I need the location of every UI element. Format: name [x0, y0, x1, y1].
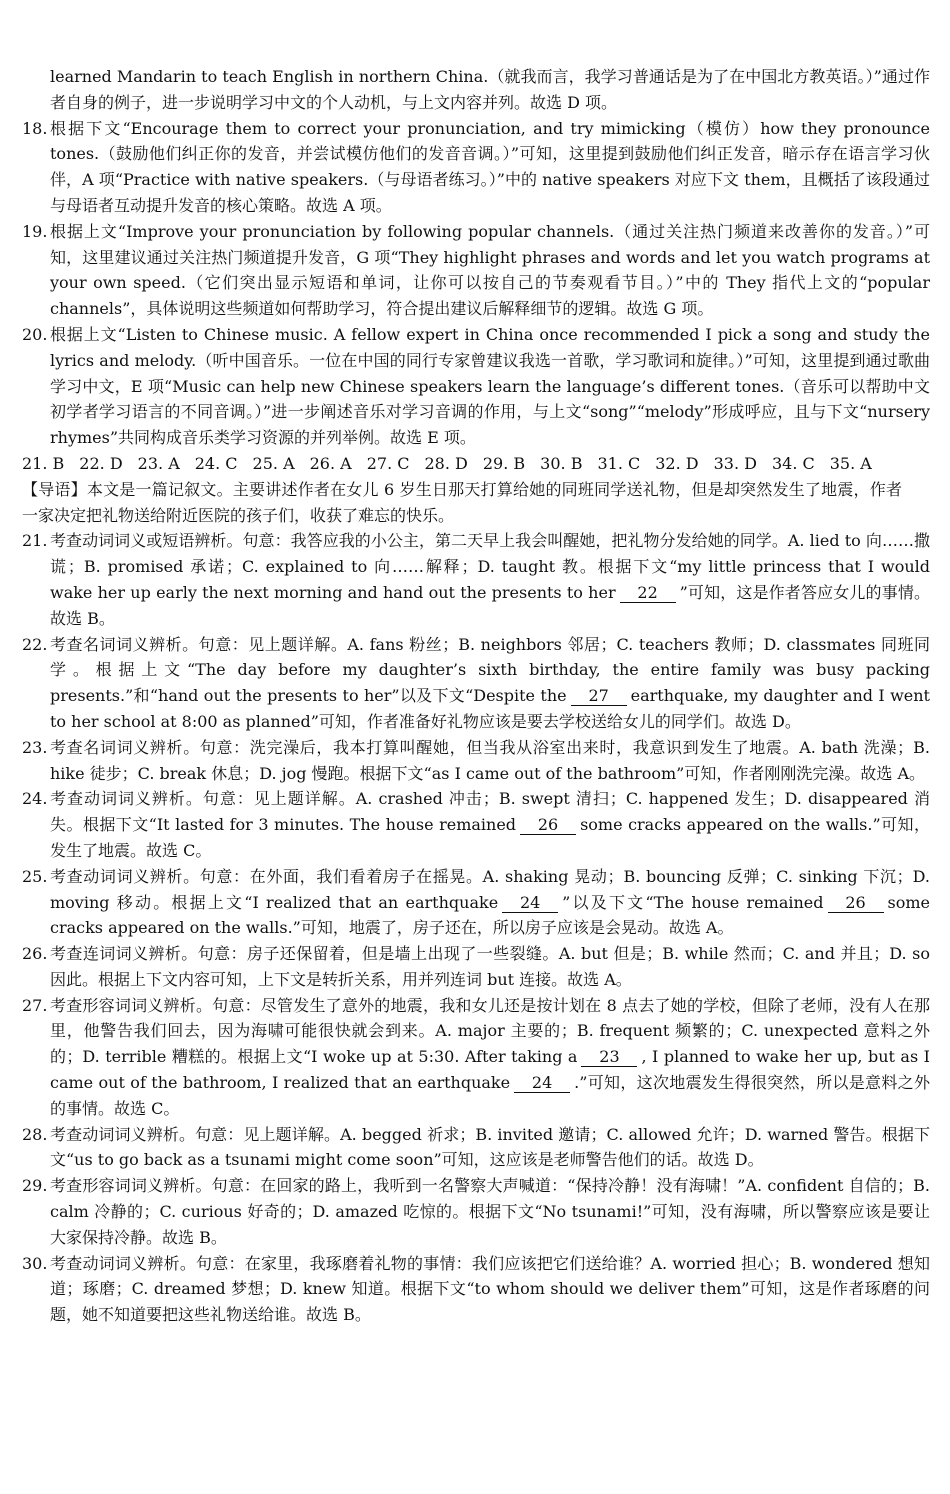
blank-ref: 24 [514, 1074, 570, 1093]
item-text [50, 786, 930, 863]
answer: 34. C [771, 453, 815, 473]
explanation-22 [22, 632, 930, 735]
text-part: some cracks appeared on the walls.”可知，地震了，房子还在，所以房子应该是会晃动。故选 A。 [50, 892, 930, 938]
item-text: 考查形容词词义辨析。句意：在回家的路上，我听到一名警察大声喊道：“保持冷静！没有海啸！”A. confident 自信的；B. calm 冷静的；C. curious 好奇的；D. amazed 吃惊的。根据下文“No tsunami!”可知，没有海啸，所以警察应该是要让大家保持冷静。故选 B。 [50, 1176, 930, 1247]
item-text: 考查连词词义辨析。句意：房子还保留着，但是墙上出现了一些裂缝。A. but 但是；B. while 然而；C. and 并且；D. so 因此。根据上下文内容可知，上下文是转折关系，用并列连词 but 连接。故选 A。 [50, 944, 930, 989]
item-number: 28. [22, 1124, 48, 1144]
text-part: 考查动词词义辨析。句意：在外面，我们看着房子在摇晃。A. shaking 晃动；B. bouncing 反弹；C. sinking 下沉；D. moving 移动。根据上文“I realized that an earthquake [50, 866, 930, 912]
explanation-29 [22, 1173, 930, 1250]
explanation-26 [22, 941, 930, 993]
item-text: 考查名词词义辨析。句意：洗完澡后，我本打算叫醒她，但当我从浴室出来时，我意识到发生了地震。A. bath 洗澡；B. hike 徒步；C. break 休息；D. jog 慢跑。根据下文“as I came out of the bathroom”可知，作者刚刚洗完澡。故选 A。 [50, 737, 930, 783]
explanation-21 [22, 528, 930, 631]
item-text: 根据上文“Listen to Chinese music. A fellow expert in China once recommended I pick a song and study the lyrics and melody.（听中国音乐。一位在中国的同行专家曾建议我选一首歌，学习歌词和旋律。）”可知，这里提到通过歌曲学习中文，E 项“Music can help new Chinese speakers learn the language’s different tones.（音乐可以帮助中文初学者学习语言的不同音调。）”进一步阐述音乐对学习音调的作用，与上文“song”“melody”形成呼应，且与下文“nursery rhymes”共同构成音乐类学习资源的并列举例。故选 E 项。 [50, 324, 930, 448]
item-text [50, 993, 930, 1122]
item-text: 根据下文“Encourage them to correct your pronunciation, and try mimicking（模仿）how they pronounce tones.（鼓励他们纠正你的发音，并尝试模仿他们的发音音调。）”可知，这里提到鼓励他们纠正发音，暗示存在语言学习伙伴，A 项“Practice with native speakers.（与母语者练习。）”中的 native speakers 对应下文 them，且概括了该段通过与母语者互动提升发音的核心策略。故选 A 项。 [50, 118, 930, 215]
blank-ref: 26 [520, 816, 576, 835]
blank-ref: 24 [502, 894, 558, 913]
explanation-30 [22, 1251, 930, 1328]
item-number: 23. [22, 737, 48, 757]
item-number: 18. [22, 118, 48, 138]
item-number: 29. [22, 1176, 48, 1196]
answer: 27. C [366, 453, 410, 473]
item-number: 21. [22, 531, 48, 551]
explanation-20 [22, 322, 930, 451]
text-part: 考查动词词义或短语辨析。句意：我答应我的小公主，第二天早上我会叫醒她，把礼物分发给她的同学。A. lied to 向……撒谎；B. promised 承诺；C. explained to 向……解释；D. taught 教。根据下文“my little princess that I would wake her up early the next morning and hand out the presents to her [50, 531, 930, 602]
blank-ref: 23 [581, 1048, 637, 1067]
answer: 21. B [22, 453, 65, 473]
answer: 22. D [79, 453, 123, 473]
intro-paragraph: learned Mandarin to teach English in northern China.（就我而言，我学习普通话是为了在中国北方教英语。）”通过作者自身的例子，进一步说明学习中文的个人动机，与上文内容并列。故选 D 项。 [50, 67, 930, 112]
text-part: ”可知，这是作者答应女儿的事情。故选 B。 [50, 582, 930, 628]
answer: 26. A [309, 453, 352, 473]
item-text: 根据上文“Improve your pronunciation by following popular channels.（通过关注热门频道来改善你的发音。）”可知，这里建议通过关注热门频道提升发音，G 项“They highlight phrases and words and let you watch programs at your own speed.（它们突出显示短语和单词，让你可以按自己的节奏观看节目。）”中的 They 指代上文的“popular channels”，具体说明这些频道如何帮助学习，符合提出建议后解释细节的逻辑。故选 G 项。 [50, 221, 930, 319]
explanation-25 [22, 864, 930, 941]
answer: 32. D [655, 453, 699, 473]
text-part: , I planned to wake her up, but as I came out of the bathroom, I realized that an earthquake [50, 1047, 930, 1093]
explanation-23 [22, 735, 930, 787]
answer: 25. A [252, 453, 295, 473]
answer: 23. A [137, 453, 180, 473]
item-number: 19. [22, 221, 48, 241]
explanation-28 [22, 1122, 930, 1174]
text-part: 考查形容词词义辨析。句意：尽管发生了意外的地震，我和女儿还是按计划在 8 点去了她的学校，但除了老师，没有人在那里，他警告我们回去，因为海啸可能很快就会到来。A. major 主要的；B. frequent 频繁的；C. unexpected 意料之外的；D. terrible 糟糕的。根据上文“I woke up at 5:30. After taking a [50, 995, 930, 1067]
text-part: ”以及下文“The house remained [562, 892, 824, 912]
answer: 24. C [194, 453, 238, 473]
text-part: 考查动词词义辨析。句意：见上题详解。A. crashed 冲击；B. swept 清扫；C. happened 发生；D. disappeared 消失。根据下文“It lasted for 3 minutes. The house remained [50, 789, 930, 835]
item-number: 26. [22, 944, 48, 964]
item-number: 20. [22, 324, 48, 344]
explanation-24 [22, 786, 930, 863]
answer: 31. C [597, 453, 641, 473]
item-number: 30. [22, 1253, 48, 1273]
answer: 35. A [829, 453, 872, 473]
guide-paragraph: 【导语】本文是一篇记叙文。主要讲述作者在女儿 6 岁生日那天打算给她的同班同学送礼物，但是却突然发生了地震，作者一家决定把礼物送给附近医院的孩子们，收获了难忘的快乐。 [22, 479, 902, 525]
explanation-27 [22, 993, 930, 1122]
item-number: 25. [22, 866, 48, 886]
text-part: earthquake, my daughter and I went to her school at 8:00 as planned”可知，作者准备好礼物应该是要去学校送给女儿的同学们。故选 D。 [50, 686, 930, 731]
text-part: 考查名词词义辨析。句意：见上题详解。A. fans 粉丝；B. neighbors 邻居；C. teachers 教师；D. classmates 同班同学。根据上文“The day before my daughter’s sixth birthday, the entire family was busy packing presents.”和“hand out the presents to her”以及下文“Despite the [50, 634, 930, 706]
item-text [50, 864, 930, 941]
item-number: 27. [22, 995, 48, 1015]
item-text [50, 528, 930, 631]
item-number: 22. [22, 634, 48, 654]
answer: 30. B [540, 453, 583, 473]
answer: 28. D [424, 453, 468, 473]
item-text: 考查动词词义辨析。句意：见上题详解。A. begged 祈求；B. invited 邀请；C. allowed 允许；D. warned 警告。根据下文“us to go back as a tsunami might come soon”可知，这应该是老师警告他们的话。故选 D。 [50, 1124, 930, 1170]
explanation-18 [22, 116, 930, 219]
blank-ref: 22 [620, 584, 676, 603]
item-text: 考查动词词义辨析。句意：在家里，我琢磨着礼物的事情：我们应该把它们送给谁？A. worried 担心；B. wondered 想知道；琢磨；C. dreamed 梦想；D. knew 知道。根据下文“to whom should we deliver them”可知，这是作者琢磨的问题，她不知道要把这些礼物送给谁。故选 B。 [50, 1253, 930, 1325]
text-part: some cracks appeared on the walls.”可知，发生了地震。故选 C。 [50, 815, 930, 860]
item-text [50, 632, 930, 735]
item-number: 24. [22, 789, 48, 809]
blank-ref: 26 [828, 894, 884, 913]
answer-list [22, 451, 902, 477]
blank-ref: 27 [571, 687, 627, 706]
answer: 33. D [713, 453, 757, 473]
text-part: .”可知，这次地震发生得很突然，所以是意料之外的事情。故选 C。 [50, 1073, 930, 1118]
explanation-19 [22, 219, 930, 322]
answer: 29. B [482, 453, 526, 473]
